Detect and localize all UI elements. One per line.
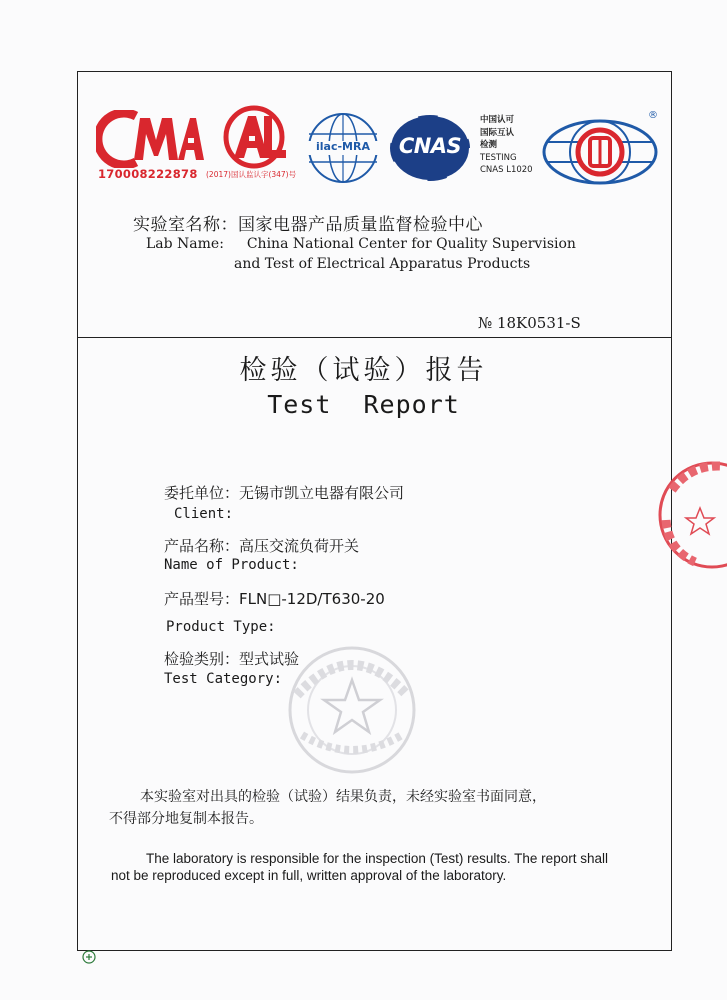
footer-circle-mark-icon	[82, 950, 96, 964]
product-type-en: Product Type:	[166, 619, 276, 635]
cal-caption: (2017)国认监认字(347)号	[206, 170, 297, 179]
product-type-cn: 产品型号：FLN□-12D/T630-20	[164, 590, 385, 608]
statement-cn-line2: 不得部分地复制本报告。	[109, 811, 263, 827]
cal-logo	[206, 104, 298, 184]
test-category-en: Test Category:	[164, 671, 283, 687]
cnas-line: 检测	[480, 140, 498, 150]
statement-cn-line1: 本实验室对出具的检验（试验）结果负责，未经实验室书面同意，	[140, 789, 546, 805]
client-cn: 委托单位：无锡市凯立电器有限公司	[164, 484, 405, 502]
lab-name-en-line1	[146, 236, 576, 252]
embossed-seal-icon	[282, 640, 422, 780]
cnas-line: 中国认可	[480, 115, 515, 125]
test-category-cn: 检验类别：型式试验	[164, 650, 300, 668]
product-name-cn: 产品名称：高压交流负荷开关	[164, 537, 360, 555]
lab-name-en-label: Lab Name:	[146, 236, 224, 252]
ilac-mra-logo	[303, 110, 383, 186]
statement-en-line2: not be reproduced except in full, written approval of the laboratory.	[111, 868, 507, 883]
lab-name-cn: 实验室名称：国家电器产品质量监督检验中心	[133, 215, 483, 235]
lab-name-en-value: China National Center for Quality Supervision	[246, 236, 576, 252]
product-name-en: Name of Product:	[164, 557, 299, 573]
cnas-label: CNAS	[398, 134, 462, 158]
cqc-logo	[540, 110, 664, 186]
ilac-label: ilac-MRA	[316, 140, 370, 153]
cnas-text-block	[480, 114, 533, 177]
cnas-logo	[388, 112, 538, 184]
client-en: Client:	[174, 506, 234, 522]
registered-mark: ®	[648, 110, 658, 121]
cnas-line: 国际互认	[480, 127, 515, 138]
red-seal-stamp-icon	[650, 450, 727, 580]
cma-logo	[96, 110, 204, 182]
statement-en-line1: The laboratory is responsible for the inspection (Test) results. The report shall	[146, 851, 608, 866]
cal-mark-icon	[206, 104, 298, 170]
header-divider	[78, 337, 671, 338]
cqc-globe-icon	[540, 116, 664, 186]
report-title-en: Test Report	[267, 390, 460, 419]
cma-number: 170008222878	[98, 167, 198, 181]
cma-mark-icon	[96, 110, 204, 168]
lab-name-en-line2: and Test of Electrical Apparatus Products	[234, 256, 531, 272]
report-title-cn: 检验（试验）报告	[239, 355, 488, 386]
cnas-line: TESTING	[480, 152, 517, 163]
report-number: № 18K0531-S	[478, 314, 581, 332]
cnas-line: CNAS L1020	[480, 165, 533, 175]
